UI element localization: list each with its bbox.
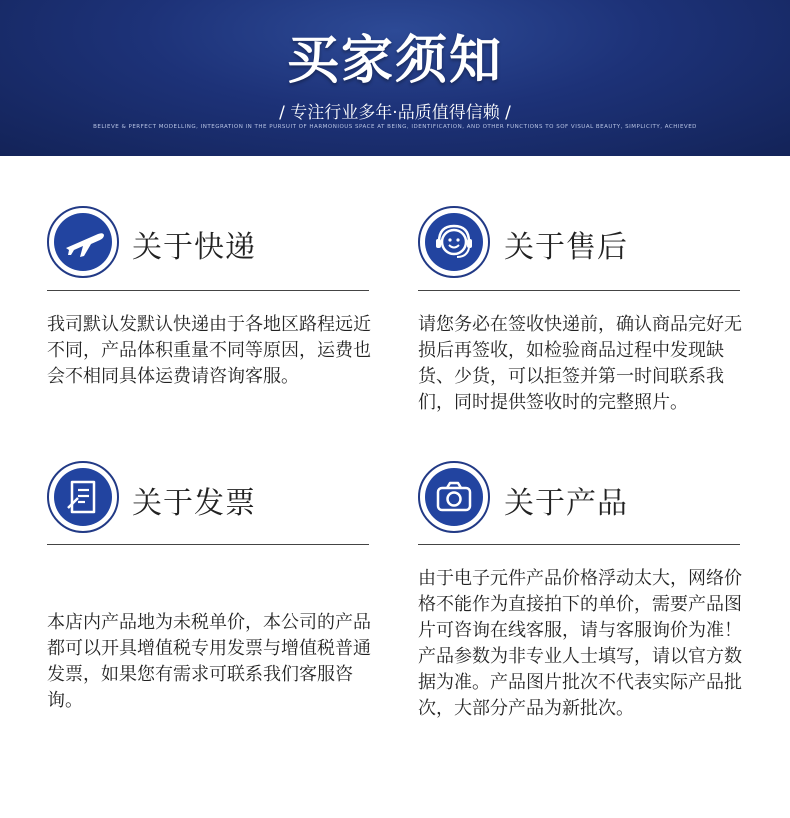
section-body: 请您务必在签收快递前，确认商品完好无损后再签收，如检验商品过程中发现缺货、少货，可以拒签并第一时间联系我们，同时提供签收时的完整照片。 xyxy=(418,314,742,413)
divider xyxy=(418,290,740,291)
section-body: 由于电子元件产品价格浮动太大，网络价格不能作为直接拍下的单价，需要产品图片可咨询在线客服，请与客服询价为准！产品参数为非专业人士填写，请以官方数据为准。产品图片批次不代表实际产品批次，大部分产品为新批次。 xyxy=(418,568,742,719)
airplane-icon xyxy=(54,213,112,271)
shipping-icon-badge xyxy=(47,206,119,278)
divider xyxy=(47,544,369,545)
invoice-icon xyxy=(54,468,112,526)
section-body: 我司默认发默认快递由于各地区路程远近不同，产品体积重量不同等原因，运费也会不相同具体运费请咨询客服。 xyxy=(47,314,371,387)
product-icon-badge xyxy=(418,461,490,533)
section-body: 本店内产品地为未税单价，本公司的产品都可以开具增值税专用发票与增值税普通发票，如果您有需求可联系我们客服咨询。 xyxy=(47,612,371,711)
banner-slogan: / 专注行业多年·品质值得信赖 / xyxy=(279,103,511,123)
section-title: 关于发票 xyxy=(132,486,256,521)
after-sales-icon-badge xyxy=(418,206,490,278)
section-title: 关于产品 xyxy=(504,486,628,521)
header-banner xyxy=(0,0,790,156)
banner-fine-print: BELIEVE & PERFECT MODELLING, INTEGRATION IN THE PURSUIT OF HARMONIOUS SPACE AT BEING, IDENTIFICATION, AND OTHER FUNCTIONS TO SOF VISUAL BEAUTY, SIMPLICITY, ACHIEVED xyxy=(93,124,697,130)
camera-icon xyxy=(425,468,483,526)
divider xyxy=(418,544,740,545)
headset-smiley-icon xyxy=(425,213,483,271)
page-title: 买家须知 xyxy=(286,31,503,91)
invoice-icon-badge xyxy=(47,461,119,533)
section-title: 关于快递 xyxy=(132,230,256,265)
section-title: 关于售后 xyxy=(504,230,628,265)
divider xyxy=(47,290,369,291)
